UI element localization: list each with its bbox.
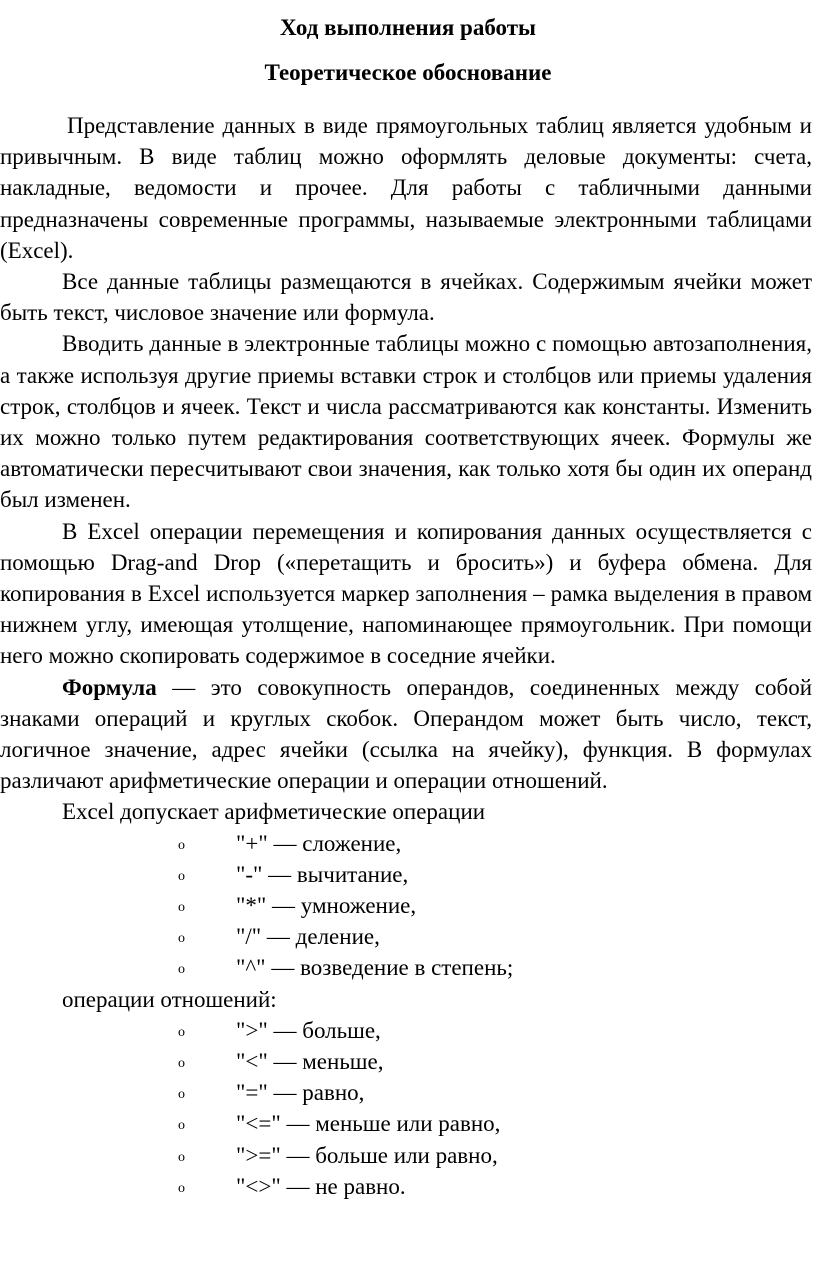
list-item: o "+" — сложение, <box>0 828 812 859</box>
list-item: o "=" — равно, <box>0 1077 812 1108</box>
document-body <box>0 110 812 1202</box>
section-title: Теоретическое обоснование <box>264 60 552 85</box>
list-item: o ">" — больше, <box>0 1015 812 1046</box>
paragraph-cells: Все данные таблицы размещаются в ячейках. Содержимым ячейки может быть текст, числовое значение или формула. <box>0 269 812 326</box>
list-item: o ">=" — больше или равно, <box>0 1140 812 1171</box>
bullet-icon: o <box>178 1180 185 1196</box>
arith-ops-list <box>0 828 812 984</box>
bullet-icon: o <box>178 837 185 853</box>
list-item: o "/" — деление, <box>0 921 812 952</box>
paragraph-formula <box>0 672 812 797</box>
list-item: o "^" — возведение в степень; <box>0 952 812 983</box>
bullet-icon: o <box>178 900 185 916</box>
paragraph-intro: Представление данных в виде прямоугольных таблиц является удобным и привычным. В виде таблиц можно оформлять деловые документы: счета, накладные, ведомости и прочее. Для работы с табличными данными предназначены современные программы, называемые электронными таблицами (Excel). <box>0 113 812 263</box>
paragraph-input: Вводить данные в электронные таблицы можно с помощью автозаполнения, а также используя другие приемы вставки строк и столбцов или приемы удаления строк, столбцов и ячеек. Текст и числа рассматриваются как константы. Изменить их можно только путем редактирования соответствующих ячеек. Формулы же автоматически пересчитывают свои значения, как только хотя бы один их операнд был изменен. <box>0 331 812 513</box>
bullet-icon: o <box>178 1087 185 1103</box>
list-item: o "<=" — меньше или равно, <box>0 1108 812 1139</box>
bullet-icon: o <box>178 868 185 884</box>
list-item: o "<>" — не равно. <box>0 1171 812 1202</box>
arith-intro: Excel допускает арифметические операции <box>62 799 486 825</box>
formula-definition: — это совокупность операндов, соединенных между собой знаками операций и круглых скобок. Операндом может быть число, текст, логичное значение, адрес ячейки (ссылка на ячейку), функция. В формулах различают арифметические операции и операции отношений. <box>0 674 812 794</box>
bullet-icon: o <box>178 1056 185 1071</box>
list-item: o "-" — вычитание, <box>0 859 812 890</box>
formula-term: Формула <box>62 674 157 700</box>
bullet-icon: o <box>178 931 185 947</box>
bullet-icon: o <box>178 962 185 978</box>
relation-ops-list <box>0 1015 812 1202</box>
paragraph-copy: В Excel операции перемещения и копирования данных осуществляется с помощью Drag-and Drop («перетащить и бросить») и буфера обмена. Для копирования в Excel используется маркер заполнения – рамка выделения в правом нижнем углу, имеющая утолщение, напоминающее прямоугольник. При помощи него можно скопировать содержимое в соседние ячейки. <box>0 518 812 669</box>
page-title: Ход выполнения работы <box>280 15 536 40</box>
bullet-icon: o <box>178 1118 185 1134</box>
bullet-icon: o <box>178 1149 185 1165</box>
relation-intro: операции отношений: <box>62 986 277 1012</box>
bullet-icon: o <box>178 1024 185 1040</box>
list-item: o "*" — умножение, <box>0 890 812 921</box>
list-item: o "<" — меньше, <box>0 1046 812 1077</box>
